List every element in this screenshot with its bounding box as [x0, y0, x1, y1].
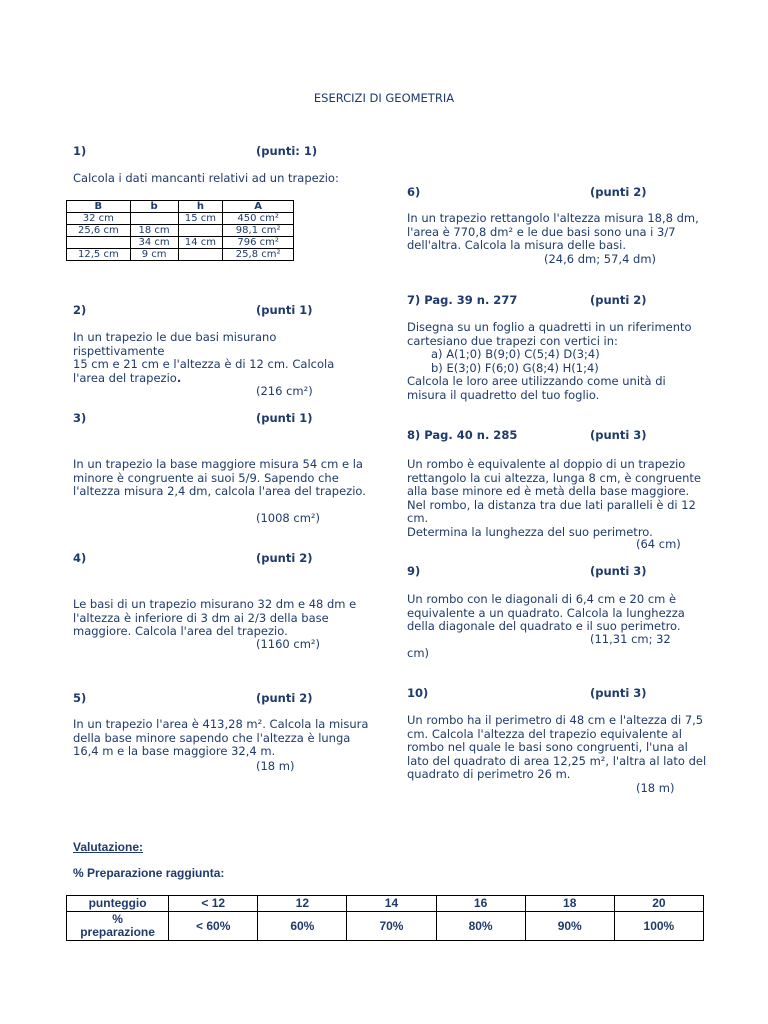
grading-cell: 60% [258, 912, 347, 941]
exercise-10-answer: (18 m) [636, 781, 675, 795]
exercise-10-text: Un rombo ha il perimetro di 48 cm e l'altezza di 7,5 cm. Calcola l'altezza del trapezio equivalente al rombo nel quale le basi sono congruenti, l'una al lato del quadrato di area 12,25 m², l'altra al lato del quadrato di perimetro 26 m. [407, 713, 707, 781]
table-cell [178, 249, 223, 261]
grading-cell: 100% [614, 912, 703, 941]
grading-cell: 70% [347, 912, 436, 941]
table-header-row [67, 201, 294, 213]
grading-cell: punteggio [67, 896, 169, 912]
exercise-1-points: (punti: 1) [256, 144, 318, 158]
table-cell: 25,8 cm² [223, 249, 294, 261]
exercise-5-answer: (18 m) [256, 759, 295, 773]
exercise-10-number: 10) [407, 686, 429, 700]
page-title: ESERCIZI DI GEOMETRIA [313, 91, 455, 105]
exercise-9-text: Un rombo con le diagonali di 6,4 cm e 20 cm è equivalente a un quadrato. Calcola la lunghezza della diagonale del quadrato e il suo perimetro. [407, 592, 685, 633]
table-header: h [178, 201, 223, 213]
list-item: b) E(3;0) F(6;0) G(8;4) H(1;4) [431, 360, 599, 375]
exercise-8-question: Determina la lunghezza del suo perimetro. [407, 524, 653, 539]
table-row [67, 225, 294, 237]
exercise-1-number: 1) [73, 144, 87, 158]
preparazione-subtitle: % Preparazione raggiunta: [73, 866, 225, 880]
grading-cell: < 60% [169, 912, 258, 941]
table-cell: 450 cm² [223, 213, 294, 225]
table-cell: 796 cm² [223, 237, 294, 249]
grading-cell: 16 [436, 896, 525, 912]
table-header: B [67, 201, 131, 213]
exercise-4-number: 4) [73, 551, 87, 565]
exercise-2-number: 2) [73, 303, 87, 317]
exercise-9-number: 9) [407, 564, 421, 578]
exercise-9-points: (punti 3) [590, 564, 647, 578]
table-cell: 12,5 cm [67, 249, 131, 261]
grading-cell: 18 [525, 896, 614, 912]
table-cell [178, 225, 223, 237]
exercise-4-text: Le basi di un trapezio misurano 32 dm e 48 dm e l'altezza è inferiore di 3 dm ai 2/3 della base maggiore. Calcola l'area del trapezio. [73, 597, 357, 638]
valutazione-label: Valutazione: [73, 840, 144, 854]
exercise-6-number: 6) [407, 185, 421, 199]
exercise-2-line: rispettivamente [73, 343, 165, 358]
grading-row-head: preparazione [80, 925, 155, 939]
exercise-6-text: In un trapezio rettangolo l'altezza misura 18,8 dm, l'area è 770,8 dm² e le due basi sono una i 3/7 dell'altra. Calcola la misura delle basi. [407, 211, 699, 252]
table-row [67, 249, 294, 261]
exercise-4-answer: (1160 cm²) [256, 637, 321, 651]
exercise-2-line: 15 cm e 21 cm e l'altezza è di 12 cm. Calcola [73, 357, 335, 371]
exercise-7-intro: Disegna su un foglio a quadretti in un riferimento cartesiano due trapezi con vertici in: [407, 320, 692, 348]
grading-cell: < 12 [169, 896, 258, 912]
table-row [67, 237, 294, 249]
exercise-8-text [407, 458, 707, 539]
grading-row-percent [67, 912, 704, 941]
list-item: a) A(1;0) B(9;0) C(5;4) D(3;4) [431, 347, 600, 361]
exercise-9-answer-continued: cm) [407, 646, 430, 660]
grading-row-head: % [112, 912, 123, 926]
exercise-5-text: In un trapezio l'area è 413,28 m². Calcola la misura della base minore sapendo che l'altezza è lunga 16,4 m e la base maggiore 32,4 m. [73, 717, 369, 758]
table-cell: 14 cm [178, 237, 223, 249]
table-header: A [223, 201, 294, 213]
table-header: b [130, 201, 178, 213]
table-row [67, 213, 294, 225]
grading-cell: 80% [436, 912, 525, 941]
exercise-2-line: In un trapezio le due basi misurano [73, 330, 277, 344]
table-cell: 25,6 cm [67, 225, 131, 237]
exercise-4-points: (punti 2) [256, 551, 313, 565]
table-cell [130, 213, 178, 225]
table-cell: 32 cm [67, 213, 131, 225]
exercise-5-points: (punti 2) [256, 691, 313, 705]
table-cell: 18 cm [130, 225, 178, 237]
table-cell [67, 237, 131, 249]
exercise-3-points: (punti 1) [256, 411, 313, 425]
exercise-7-instruction: Calcola le loro aree utilizzando come unità di misura il quadretto del tuo foglio. [407, 374, 666, 402]
exercise-3-text: In un trapezio la base maggiore misura 54 cm e la minore è congruente ai suoi 5/9. Sapendo che l'altezza misura 2,4 dm, calcola l'area del trapezio. [73, 457, 366, 498]
table-cell: 9 cm [130, 249, 178, 261]
exercise-8-points: (punti 3) [590, 428, 647, 442]
exercise-10-points: (punti 3) [590, 686, 647, 700]
exercise-2-answer: (216 cm²) [256, 384, 313, 398]
grading-cell: 20 [614, 896, 703, 912]
grading-cell [67, 912, 169, 941]
grading-table [66, 895, 704, 941]
exercise-2-text [73, 331, 373, 385]
exercise-7-points: (punti 2) [590, 293, 647, 307]
table-cell: 98,1 cm² [223, 225, 294, 237]
exercise-7-text [407, 321, 707, 402]
exercise-1-text: Calcola i dati mancanti relativi ad un trapezio: [73, 171, 339, 185]
exercise-3-answer: (1008 cm²) [256, 511, 321, 525]
exercise-7-number: 7) Pag. 39 n. 277 [407, 293, 518, 307]
table-cell: 15 cm [178, 213, 223, 225]
exercise-3-number: 3) [73, 411, 87, 425]
grading-cell: 90% [525, 912, 614, 941]
exercise-9-answer: (11,31 cm; 32 [590, 632, 671, 646]
exercise-8-answer: (64 cm) [636, 537, 681, 551]
exercise-5-number: 5) [73, 691, 87, 705]
trapezoid-data-table [66, 200, 294, 261]
exercise-8-number: 8) Pag. 40 n. 285 [407, 428, 518, 442]
grading-row-score [67, 896, 704, 912]
grading-cell: 12 [258, 896, 347, 912]
grading-cell: 14 [347, 896, 436, 912]
exercise-6-answer: (24,6 dm; 57,4 dm) [544, 252, 657, 266]
exercise-8-body: Un rombo è equivalente al doppio di un trapezio rettangolo la cui altezza, lunga 8 cm, è congruente alla base minore ed è metà della base maggiore. Nel rombo, la distanza tra due lati paralleli è di 12 cm. [407, 457, 701, 525]
exercise-2-points: (punti 1) [256, 303, 313, 317]
exercise-6-points: (punti 2) [590, 185, 647, 199]
table-cell: 34 cm [130, 237, 178, 249]
exercise-2-line: l'area del trapezio. [73, 370, 182, 385]
